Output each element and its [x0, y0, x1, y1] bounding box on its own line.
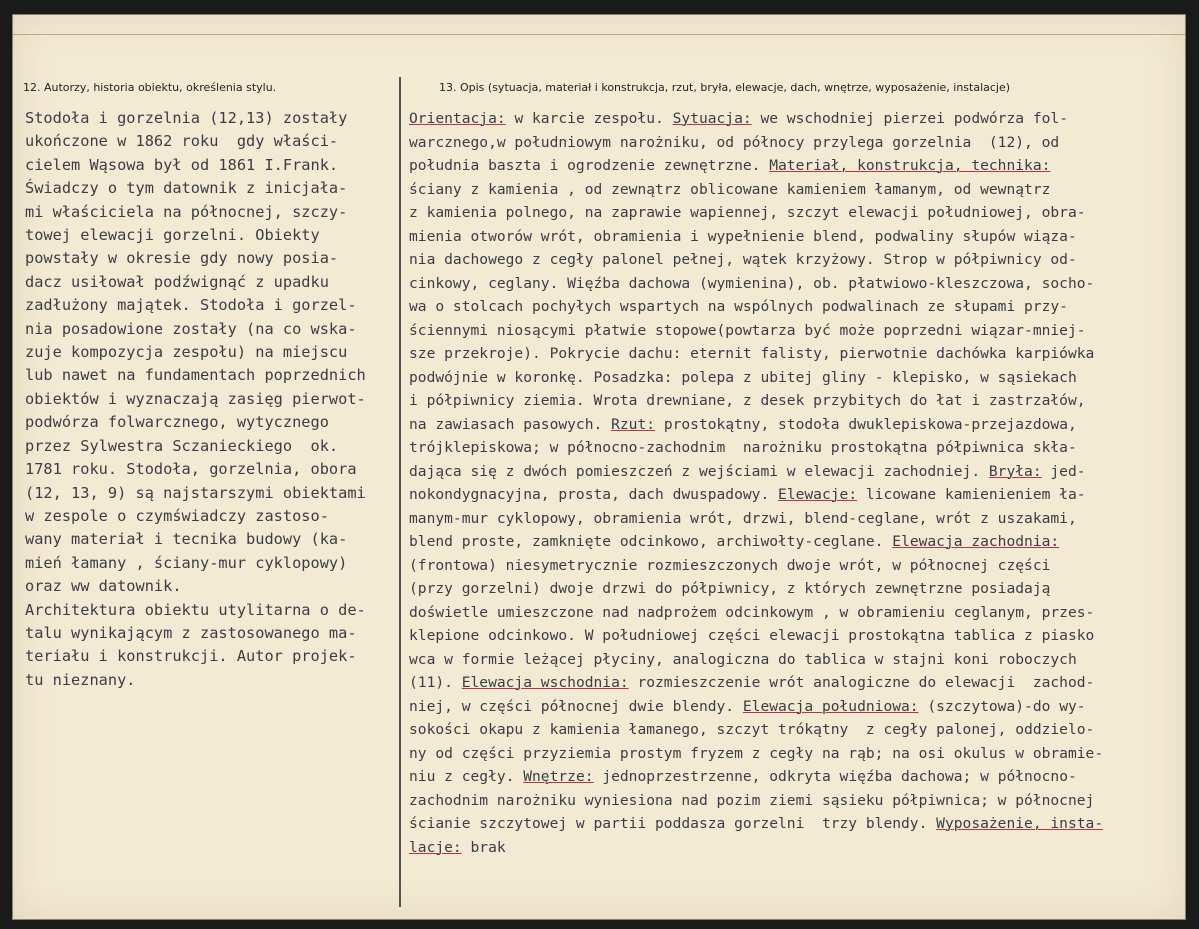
- history-text-line: lub nawet na fundamentach poprzednich: [25, 366, 366, 385]
- section-label: Sytuacja:: [672, 110, 752, 127]
- description-text-line: [409, 178, 1185, 202]
- section-label: Elewacja zachodnia:: [892, 533, 1060, 550]
- history-text-line: mień łamany , ściany-mur cyklopowy): [25, 553, 348, 572]
- description-text-line: [409, 718, 1185, 742]
- text-segment: jed-: [1041, 462, 1086, 480]
- text-segment: manym-mur cyklopowy, obramienia wrót, drzwi, blend-ceglane, wrót z uszakami,: [409, 509, 1077, 527]
- history-text-line: obiektów i wyznaczają zasięg pierwot-: [25, 389, 366, 408]
- text-segment: trójklepiskowa; w północno-zachodnim narożniku prostokątna półpiwnica skła-: [409, 439, 1077, 456]
- text-segment: ny od części przyziemia prostym fryzem z cegły na rąb; na osi okulus w obramie-: [409, 744, 1104, 762]
- text-segment: we wschodniej pierzei podwórza fol-: [751, 110, 1068, 127]
- description-text-line: [409, 624, 1185, 648]
- history-text-line: tu nieznany.: [25, 670, 136, 689]
- history-text-line: zuje kompozycja zespołu) na miejscu: [25, 343, 348, 362]
- document-sheet: [12, 14, 1186, 920]
- description-text-line: [409, 671, 1185, 695]
- text-segment: jednoprzestrzenne, odkryta więźba dachowa; w północno-: [593, 768, 1077, 785]
- description-text-line: [409, 836, 1185, 860]
- history-text-line: przez Sylwestra Sczanieckiego ok.: [25, 436, 339, 455]
- history-text-line: teriału i konstrukcji. Autor projek-: [25, 647, 357, 666]
- description-text-line: [409, 366, 1185, 390]
- section-label: Materiał, konstrukcja, technika:: [769, 157, 1051, 174]
- history-text-line: dacz usiłował podźwignąć z upadku: [25, 272, 329, 291]
- text-segment: doświetle umieszczone nad nadprożem odcinkowym , w obramieniu ceglanym, przes-: [409, 603, 1095, 621]
- description-text-line: [409, 201, 1185, 225]
- description-text-line: [409, 131, 1185, 155]
- text-segment: ściennymi niosącymi płatwie stopowe(powtarza być może poprzedni wiązar-mniej-: [409, 321, 1086, 339]
- text-segment: zachodnim narożniku wyniesiona nad pozim ziemi sąsieku półpiwnica; w północnej: [409, 791, 1095, 809]
- text-segment: licowane kamienieniem ła-: [857, 486, 1086, 503]
- description-text-column: [409, 107, 1185, 859]
- history-text-line: mi właściciela na północnej, szczy-: [25, 202, 348, 221]
- description-text-line: [409, 272, 1185, 296]
- text-segment: i półpiwnicy ziemia. Wrota drewniane, z desek przybitych do łat i zastrzałów,: [409, 392, 1086, 409]
- history-text-line: oraz ww datownik.: [25, 577, 182, 596]
- history-text-line: cielem Wąsowa był od 1861 I.Frank.: [25, 155, 339, 174]
- description-text-line: [409, 789, 1185, 813]
- history-text-line: w zespole o czymświadczy zastoso-: [25, 506, 329, 525]
- description-text-line: [409, 107, 1185, 131]
- text-segment: wa o stolcach pochyłych wspartych na wspólnych podwalinach ze słupami przy-: [409, 298, 1068, 315]
- description-text-line: [409, 742, 1185, 766]
- text-segment: prostokątny, stodoła dwuklepiskowa-przejazdowa,: [655, 415, 1077, 433]
- history-text-line: Stodoła i gorzelnia (12,13) zostały: [25, 109, 348, 127]
- description-text-line: [409, 319, 1185, 343]
- description-text-line: [409, 154, 1185, 178]
- top-rule: [13, 34, 1185, 35]
- text-segment: w karcie zespołu.: [505, 110, 673, 127]
- text-segment: z kamienia polnego, na zaprawie wapiennej, szczyt elewacji południowej, obra-: [409, 204, 1086, 221]
- history-text-line: zadłużony majątek. Stodoła i gorzel-: [25, 296, 357, 315]
- history-text-line: (12, 13, 9) są najstarszymi obiektami: [25, 483, 366, 502]
- text-segment: ściany z kamienia , od zewnątrz oblicowane kamieniem łamanym, od wewnątrz: [409, 180, 1051, 198]
- text-segment: południa baszta i ogrodzenie zewnętrzne.: [409, 157, 770, 174]
- section-label: lacje:: [409, 838, 462, 856]
- column-divider: [399, 77, 401, 907]
- text-segment: blend proste, zamknięte odcinkowo, archiwołty-ceglane.: [409, 533, 893, 550]
- history-text-line: Świadczy o tym datownik z inicjała-: [25, 179, 348, 198]
- description-text-line: [409, 554, 1185, 578]
- description-text-line: [409, 765, 1185, 789]
- text-segment: niej, w części północnej dwie blendy.: [409, 697, 743, 715]
- description-text-line: [409, 436, 1185, 460]
- section-label: Wyposażenie, insta-: [936, 815, 1104, 832]
- description-text-line: [409, 483, 1185, 507]
- text-segment: (przy gorzelni) dwoje drzwi do półpiwnicy, z których zewnętrzne posiadają: [409, 580, 1051, 597]
- description-text-line: [409, 812, 1185, 836]
- text-segment: (frontowa) niesymetrycznie rozmieszczonych dwoje wrót, w północnej części: [409, 556, 1051, 574]
- history-text-line: 1781 roku. Stodoła, gorzelnia, obora: [25, 460, 357, 479]
- history-text-line: wany materiał i tecnika budowy (ka-: [25, 530, 348, 549]
- history-text-column: [25, 107, 395, 692]
- text-segment: niu z cegły.: [409, 768, 524, 785]
- section-label: Bryła:: [988, 462, 1042, 480]
- history-text-line: nia posadowione zostały (na co wska-: [25, 319, 357, 338]
- section-12-header: 12. Autorzy, historia obiektu, określenia stylu.: [23, 81, 277, 94]
- text-segment: wca w formie leżącej płyciny, analogiczna do tablica w stajni koni roboczych: [409, 650, 1077, 668]
- description-text-line: [409, 248, 1185, 272]
- description-text-line: [409, 295, 1185, 319]
- description-text-line: [409, 342, 1185, 366]
- section-label: Elewacje:: [778, 486, 858, 503]
- description-text-line: [409, 648, 1185, 672]
- text-segment: dająca się z dwóch pomieszczeń z wejściami w elewacji zachodniej.: [409, 462, 989, 480]
- text-segment: brak: [461, 838, 506, 856]
- description-text-line: [409, 507, 1185, 531]
- text-segment: mienia otworów wrót, obramienia i wypełnienie blend, podwaliny słupów wiąza-: [409, 227, 1077, 245]
- history-text-line: powstały w okresie gdy nowy posia-: [25, 249, 339, 268]
- text-segment: nia dachowego z cegły palonel pełnej, wątek krzyżowy. Strop w półpiwnicy od-: [409, 251, 1077, 268]
- description-text-line: [409, 577, 1185, 601]
- section-label: Rzut:: [611, 415, 656, 433]
- history-text-line: Architektura obiektu utylitarna o de-: [25, 600, 366, 619]
- history-text-line: towej elewacji gorzelni. Obiekty: [25, 226, 320, 245]
- text-segment: cinkowy, ceglany. Więźba dachowa (wymienina), ob. płatwiowo-kleszczowa, socho-: [409, 274, 1095, 292]
- text-segment: nokondygnacyjna, prosta, dach dwuspadowy.: [409, 486, 779, 503]
- text-segment: ścianie szczytowej w partii poddasza gorzelni trzy blendy.: [409, 815, 937, 832]
- history-text-line: talu wynikającym z zastosowanego ma-: [25, 623, 357, 642]
- text-segment: sze przekroje). Pokrycie dachu: eternit falisty, pierwotnie dachówka karpiówka: [409, 345, 1095, 362]
- section-label: Orientacja:: [409, 110, 506, 127]
- text-segment: (11).: [409, 674, 462, 691]
- text-segment: na zawiasach pasowych.: [409, 415, 612, 433]
- description-text-line: [409, 460, 1185, 484]
- text-segment: warcznego,w południowym narożniku, od północy przylega gorzelnia (12), od: [409, 133, 1060, 151]
- section-label: Elewacja południowa:: [742, 697, 919, 715]
- text-segment: klepione odcinkowo. W południowej części elewacji prostokątna tablica z piasko: [409, 627, 1095, 644]
- text-segment: (szczytowa)-do wy-: [918, 697, 1086, 715]
- text-segment: sokości okapu z kamienia łamanego, szczyt trókątny z cegły palonej, oddzielo-: [409, 721, 1095, 738]
- description-text-line: [409, 225, 1185, 249]
- description-text-line: [409, 530, 1185, 554]
- section-13-header: 13. Opis (sytuacja, materiał i konstrukcja, rzut, bryła, elewacje, dach, wnętrze, wyposażenie, instalacje): [439, 81, 1011, 94]
- history-text-line: ukończone w 1862 roku gdy właści-: [25, 132, 339, 151]
- description-text-line: [409, 413, 1185, 437]
- description-text-line: [409, 389, 1185, 413]
- text-segment: rozmieszczenie wrót analogiczne do elewacji zachod-: [628, 674, 1095, 691]
- description-text-line: [409, 695, 1185, 719]
- text-segment: podwójnie w koronkę. Posadzka: polepa z ubitej gliny - klepisko, w sąsiekach: [409, 368, 1077, 386]
- section-label: Wnętrze:: [523, 768, 594, 785]
- history-text-line: podwórza folwarcznego, wytycznego: [25, 413, 329, 432]
- description-text-line: [409, 601, 1185, 625]
- section-label: Elewacja wschodnia:: [461, 674, 629, 691]
